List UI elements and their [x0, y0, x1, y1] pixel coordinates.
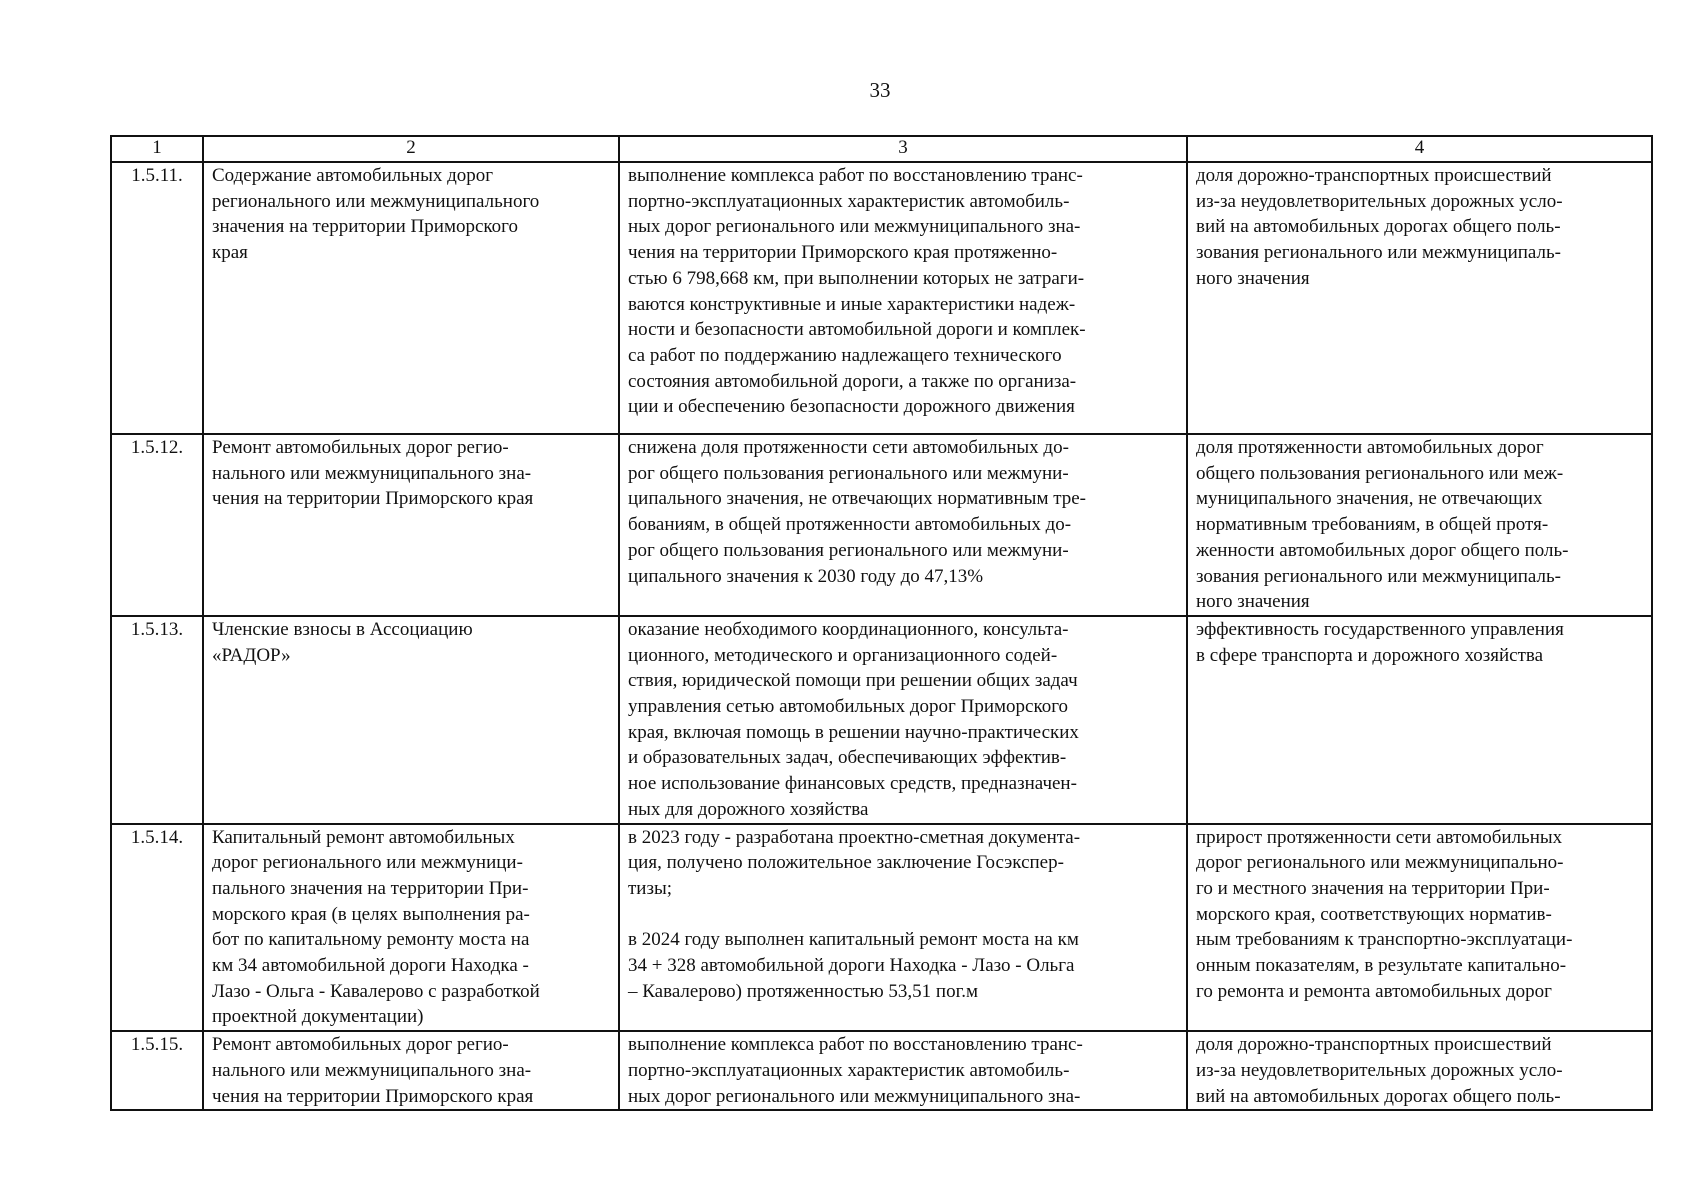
- measure-name: [203, 824, 619, 1032]
- row-number: 1.5.15.: [111, 1031, 203, 1110]
- indicator: [1187, 434, 1652, 616]
- expected-result-text: в 2023 году - разработана проектно-сметная документа- ция, получено положительное заключение Госэкспер- тизы; в 2024 году выполнен капитальный ремонт моста на км 34 + 328 автомобильной дороги Находка - Лазо - Ольга – Кавалерово) протяженностью 53,51 пог.м: [628, 826, 1081, 1002]
- measure-name-text: Членские взносы в Ассоциацию «РАДОР»: [212, 618, 473, 666]
- table-row: [111, 434, 1652, 616]
- column-number-1: 1: [111, 136, 203, 162]
- indicator-text: эффективность государственного управления в сфере транспорта и дорожного хозяйства: [1196, 618, 1564, 666]
- page-number: 33: [869, 78, 891, 102]
- measure-name-text: Содержание автомобильных дорог регионального или межмуниципального значения на территории Приморского края: [212, 165, 540, 264]
- indicator-text: доля дорожно-транспортных происшествий из-за неудовлетворительных дорожных усло- вий на автомобильных дорогах общего поль-: [1196, 1034, 1563, 1107]
- measure-name: [203, 162, 619, 434]
- column-number-4: 4: [1187, 136, 1652, 162]
- expected-result: [619, 434, 1187, 616]
- measure-name-text: Ремонт автомобильных дорог регио- нального или межмуниципального зна- чения на территории Приморского края: [212, 1034, 534, 1107]
- column-number-3: 3: [619, 136, 1187, 162]
- expected-result-text: выполнение комплекса работ по восстановлению транс- портно-эксплуатационных характеристик автомобиль- ных дорог регионального или межмуниципального зна- чения на территории Приморского края протяженно- стью 6 798,668 км, при выполнении которых не затраги- ваются конструктивные и иные характеристики надеж- ности и безопасности автомобильной дороги и комплек- са работ по поддержанию надлежащего технического состояния автомобильной дороги, а также по организа- ции и обеспечению безопасности дорожного движения: [628, 165, 1086, 418]
- table-row: [111, 1031, 1652, 1110]
- measure-name: [203, 1031, 619, 1110]
- column-number-2: 2: [203, 136, 619, 162]
- indicator-text: доля дорожно-транспортных происшествий из-за неудовлетворительных дорожных усло- вий на автомобильных дорогах общего поль- зования регионального или межмуниципаль- ного значения: [1196, 165, 1563, 289]
- expected-result: [619, 1031, 1187, 1110]
- indicator-text: прирост протяженности сети автомобильных дорог регионального или межмуниципально- го и местного значения на территории При- морского края, соответствующих норматив- ным требованиям к транспортно-эксплуатаци- онным показателям, в результате капитально- го ремонта и ремонта автомобильных дорог: [1196, 826, 1573, 1002]
- row-number: 1.5.13.: [111, 616, 203, 824]
- indicator: [1187, 824, 1652, 1032]
- expected-result: [619, 824, 1187, 1032]
- indicator-text: доля протяженности автомобильных дорог общего пользования регионального или меж- муниципального значения, не отвечающих нормативным требованиям, в общей протя- женности автомобильных дорог общего поль- зования регионального или межмуниципаль- ного значения: [1196, 437, 1569, 613]
- row-number: 1.5.11.: [111, 162, 203, 434]
- indicator: [1187, 616, 1652, 824]
- table-row: [111, 616, 1652, 824]
- expected-result-text: выполнение комплекса работ по восстановлению транс- портно-эксплуатационных характеристик автомобиль- ных дорог регионального или межмуниципального зна-: [628, 1034, 1083, 1107]
- column-number-row: [111, 136, 1652, 162]
- row-number: 1.5.14.: [111, 824, 203, 1032]
- measure-name: [203, 616, 619, 824]
- table-row: [111, 824, 1652, 1032]
- measures-table: [110, 135, 1653, 1111]
- measure-name-text: Капитальный ремонт автомобильных дорог регионального или межмуници- пального значения на территории При- морского края (в целях выполнения ра- бот по капитальному ремонту моста на км 34 автомобильной дороги Находка - Лазо - Ольга - Кавалерово с разработкой проектной документации): [212, 826, 540, 1028]
- expected-result: [619, 616, 1187, 824]
- expected-result: [619, 162, 1187, 434]
- measure-name: [203, 434, 619, 616]
- indicator: [1187, 162, 1652, 434]
- indicator: [1187, 1031, 1652, 1110]
- row-number: 1.5.12.: [111, 434, 203, 616]
- measure-name-text: Ремонт автомобильных дорог регио- нального или межмуниципального зна- чения на территории Приморского края: [212, 437, 534, 510]
- table-row: [111, 162, 1652, 434]
- expected-result-text: оказание необходимого координационного, консульта- ционного, методического и организационного содей- ствия, юридической помощи при решении общих задач управления сетью автомобильных дорог Приморского края, включая помощь в решении научно-практических и образовательных задач, обеспечивающих эффектив- ное использование финансовых средств, предназначен- ных для дорожного хозяйства: [628, 618, 1079, 820]
- expected-result-text: снижена доля протяженности сети автомобильных до- рог общего пользования регионального или межмуни- ципального значения, не отвечающих нормативным тре- бованиям, в общей протяженности автомобильных до- рог общего пользования регионального или межмуни- ципального значения к 2030 году до 47,13%: [628, 437, 1087, 587]
